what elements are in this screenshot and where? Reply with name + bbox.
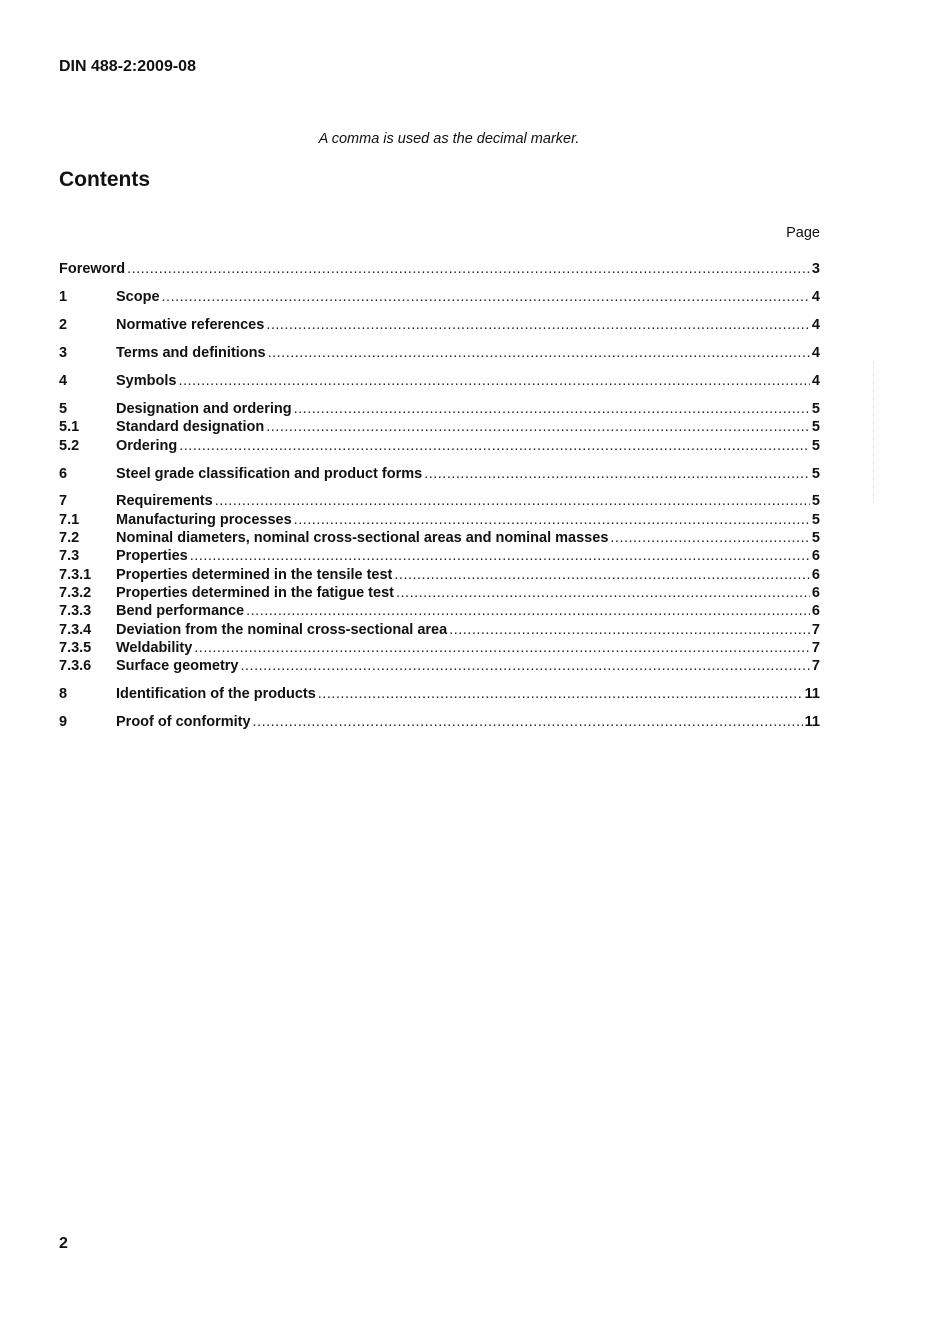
decimal-marker-note: A comma is used as the decimal marker. [318, 131, 580, 147]
toc-entry[interactable] [59, 548, 820, 566]
toc-entry-page: 6 [811, 603, 820, 620]
toc-entry-title: Designation and ordering [116, 400, 292, 417]
toc-dot-leader [266, 419, 810, 435]
toc-entry[interactable] [59, 640, 820, 658]
toc-entry-page: 5 [811, 437, 820, 454]
toc-dot-leader [424, 466, 810, 482]
toc-entry-title: Bend performance [116, 603, 245, 620]
toc-entry-title: Deviation from the nominal cross-sectional area [116, 621, 448, 638]
toc-dot-leader [294, 512, 810, 528]
toc-entry-number: 8 [59, 686, 68, 703]
toc-dot-leader [179, 438, 810, 454]
toc-dot-leader [127, 261, 810, 277]
toc-dot-leader [215, 493, 810, 509]
toc-entry-title: Properties [116, 548, 188, 565]
contents-heading: Contents [59, 168, 150, 191]
toc-entry-page: 11 [804, 686, 820, 703]
toc-entry[interactable] [59, 289, 820, 307]
toc-dot-leader [318, 686, 803, 702]
table-of-contents [59, 261, 820, 732]
toc-entry-title: Ordering [116, 437, 178, 454]
toc-entry-number: 2 [59, 316, 68, 333]
toc-entry-page: 6 [811, 584, 820, 601]
toc-entry-page: 6 [811, 548, 820, 565]
toc-entry[interactable] [59, 345, 820, 363]
toc-entry-title: Steel grade classification and product forms [116, 465, 423, 482]
toc-entry-page: 4 [811, 288, 820, 305]
toc-entry[interactable] [59, 261, 820, 279]
toc-entry-number: 7.3 [59, 548, 80, 565]
toc-entry-number: 9 [59, 714, 68, 731]
toc-entry-title: Terms and definitions [116, 344, 266, 361]
toc-entry[interactable] [59, 317, 820, 335]
toc-entry[interactable] [59, 686, 820, 704]
toc-entry-number: 7.2 [59, 530, 80, 547]
toc-entry-number: 5 [59, 400, 68, 417]
toc-entry[interactable] [59, 714, 820, 732]
toc-dot-leader [178, 373, 809, 389]
toc-entry-page: 6 [811, 566, 820, 583]
toc-entry-title: Surface geometry [116, 658, 239, 675]
toc-entry[interactable] [59, 512, 820, 530]
toc-dot-leader [268, 345, 810, 361]
toc-entry-number: 3 [59, 344, 68, 361]
toc-entry[interactable] [59, 658, 820, 676]
toc-dot-leader [246, 603, 810, 619]
toc-entry-page: 7 [811, 639, 820, 656]
page-number: 2 [59, 1235, 68, 1252]
toc-entry-page: 5 [811, 511, 820, 528]
toc-entry-number: 7.3.4 [59, 621, 92, 638]
toc-entry[interactable] [59, 419, 820, 437]
toc-entry[interactable] [59, 603, 820, 621]
toc-entry-page: 5 [811, 493, 820, 510]
toc-entry-title: Weldability [116, 639, 193, 656]
toc-entry[interactable] [59, 466, 820, 484]
toc-entry-title: Properties determined in the tensile test [116, 566, 393, 583]
toc-entry-title: Manufacturing processes [116, 511, 292, 528]
toc-entry[interactable] [59, 530, 820, 548]
toc-entry-number: 1 [59, 288, 68, 305]
toc-entry-number: 6 [59, 465, 68, 482]
toc-dot-leader [294, 401, 810, 417]
toc-entry-page: 4 [811, 316, 820, 333]
toc-dot-leader [241, 658, 810, 674]
toc-entry-number: 4 [59, 372, 68, 389]
toc-entry-title: Requirements [116, 493, 213, 510]
toc-entry-number: 7.3.1 [59, 566, 92, 583]
toc-dot-leader [394, 567, 810, 583]
toc-entry-page: 4 [811, 344, 820, 361]
toc-entry[interactable] [59, 438, 820, 456]
toc-entry[interactable] [59, 401, 820, 419]
toc-entry-number: 7.3.3 [59, 603, 92, 620]
toc-entry-title: Nominal diameters, nominal cross-sectional areas and nominal masses [116, 530, 609, 547]
document-id: DIN 488-2:2009-08 [59, 58, 196, 75]
toc-entry-page: 5 [811, 419, 820, 436]
toc-dot-leader [449, 622, 810, 638]
toc-entry-page: 5 [811, 465, 820, 482]
toc-entry[interactable] [59, 493, 820, 511]
toc-entry[interactable] [59, 373, 820, 391]
toc-entry-page: 11 [804, 714, 820, 731]
toc-entry-page: 5 [811, 400, 820, 417]
toc-entry-number: 7 [59, 493, 68, 510]
toc-entry-title: Scope [116, 288, 160, 305]
toc-entry-page: 4 [811, 372, 820, 389]
toc-entry[interactable] [59, 585, 820, 603]
toc-entry-title: Proof of conformity [116, 714, 251, 731]
toc-dot-leader [253, 714, 803, 730]
toc-entry-number: 7.3.2 [59, 584, 92, 601]
toc-entry-number: 7.3.5 [59, 639, 92, 656]
page-column-label: Page [786, 225, 820, 241]
toc-entry-number: 7.1 [59, 511, 80, 528]
toc-entry-number: 7.3.6 [59, 658, 92, 675]
toc-entry-title: Normative references [116, 316, 265, 333]
toc-entry[interactable] [59, 622, 820, 640]
toc-dot-leader [162, 289, 810, 305]
toc-entry-title: Foreword [59, 261, 126, 277]
toc-entry-page: 3 [811, 261, 820, 277]
toc-entry-page: 5 [811, 530, 820, 547]
margin-mark [873, 362, 878, 502]
toc-entry-title: Symbols [116, 372, 177, 389]
toc-dot-leader [190, 548, 810, 564]
toc-entry-title: Identification of the products [116, 686, 316, 703]
toc-entry-title: Standard designation [116, 419, 265, 436]
toc-entry[interactable] [59, 567, 820, 585]
toc-entry-number: 5.1 [59, 419, 80, 436]
toc-dot-leader [194, 640, 810, 656]
toc-entry-number: 5.2 [59, 437, 80, 454]
toc-entry-page: 7 [811, 621, 820, 638]
toc-dot-leader [396, 585, 810, 601]
toc-entry-page: 7 [811, 658, 820, 675]
toc-entry-title: Properties determined in the fatigue test [116, 584, 394, 601]
toc-dot-leader [266, 317, 810, 333]
toc-dot-leader [610, 530, 810, 546]
